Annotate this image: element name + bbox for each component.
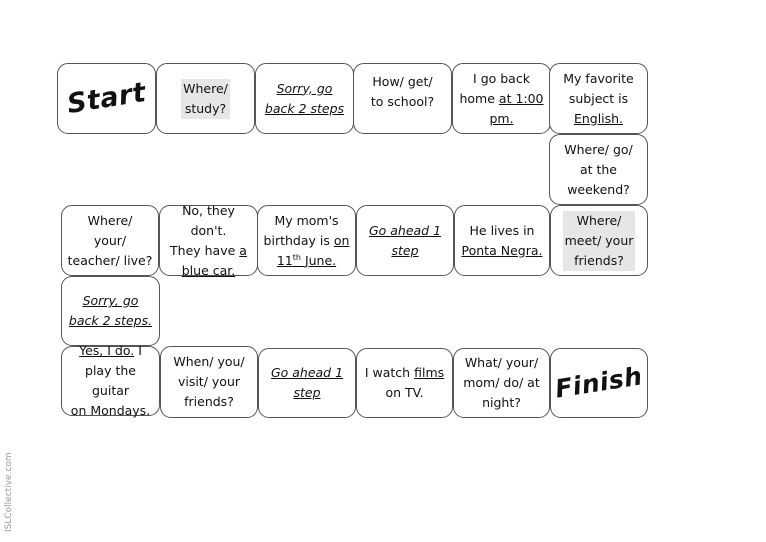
- play-guitar-tile: [61, 343, 160, 418]
- where-teacher-live-tile: [61, 205, 159, 276]
- finish-label: Finish: [553, 361, 645, 404]
- play-guitar-text: Yes, I do. I play the guitar on Mondays.: [70, 343, 151, 418]
- start-label: Start: [64, 76, 148, 120]
- blue-car-tile: [159, 202, 258, 278]
- what-mom-do-text: What/ your/ mom/ do/ at night?: [463, 355, 540, 410]
- where-study-tile: [156, 63, 255, 134]
- favorite-subject-tile: [549, 63, 648, 134]
- sorry-go-back-text-1: Sorry, go back 2 steps: [264, 80, 345, 116]
- sorry-go-back-text-2: Sorry, go back 2 steps.: [68, 293, 153, 328]
- start-tile: [57, 63, 156, 134]
- what-mom-do-tile: [453, 348, 550, 418]
- where-go-weekend-text: Where/ go/ at the weekend?: [564, 141, 633, 197]
- moms-birthday-text: My mom's birthday is on 11th June.: [263, 212, 350, 268]
- sorry-go-back-tile-2: [61, 276, 160, 346]
- go-back-home-text: I go back home at 1:00 pm.: [459, 70, 544, 126]
- moms-birthday-tile: [257, 205, 356, 276]
- watermark: ISLCollective.com: [4, 452, 14, 532]
- finish-tile: [550, 348, 648, 418]
- how-get-school-tile: [353, 63, 452, 134]
- lives-ponta-negra-text: He lives in Ponta Negra.: [461, 222, 543, 258]
- go-ahead-tile-2: [258, 348, 356, 418]
- where-meet-friends-tile: [550, 205, 648, 276]
- how-get-school-text: How/ get/ to school?: [370, 74, 435, 109]
- when-visit-friends-tile: [160, 346, 258, 418]
- birthday-date: 11th June.: [276, 252, 337, 268]
- watch-films-text: I watch films on TV.: [364, 365, 445, 400]
- blue-car-text: No, they don't. They have a blue car.: [170, 202, 247, 278]
- favorite-subject-text: My favorite subject is English.: [563, 70, 634, 126]
- where-go-weekend-tile: [549, 134, 648, 205]
- where-teacher-live-text: Where/ your/ teacher/ live?: [67, 212, 153, 268]
- sorry-go-back-tile-1: [255, 63, 354, 134]
- where-study-text: Where/ study?: [181, 79, 230, 119]
- go-ahead-tile-1: [356, 205, 454, 276]
- go-back-home-tile: [452, 63, 551, 134]
- go-ahead-text-1: Go ahead 1 step: [368, 222, 442, 258]
- watch-films-tile: [356, 348, 453, 418]
- lives-ponta-negra-tile: [454, 205, 550, 276]
- when-visit-friends-text: When/ you/ visit/ your friends?: [173, 354, 245, 409]
- go-ahead-text-2: Go ahead 1 step: [270, 365, 344, 400]
- where-meet-friends-text: Where/ meet/ your friends?: [563, 211, 636, 271]
